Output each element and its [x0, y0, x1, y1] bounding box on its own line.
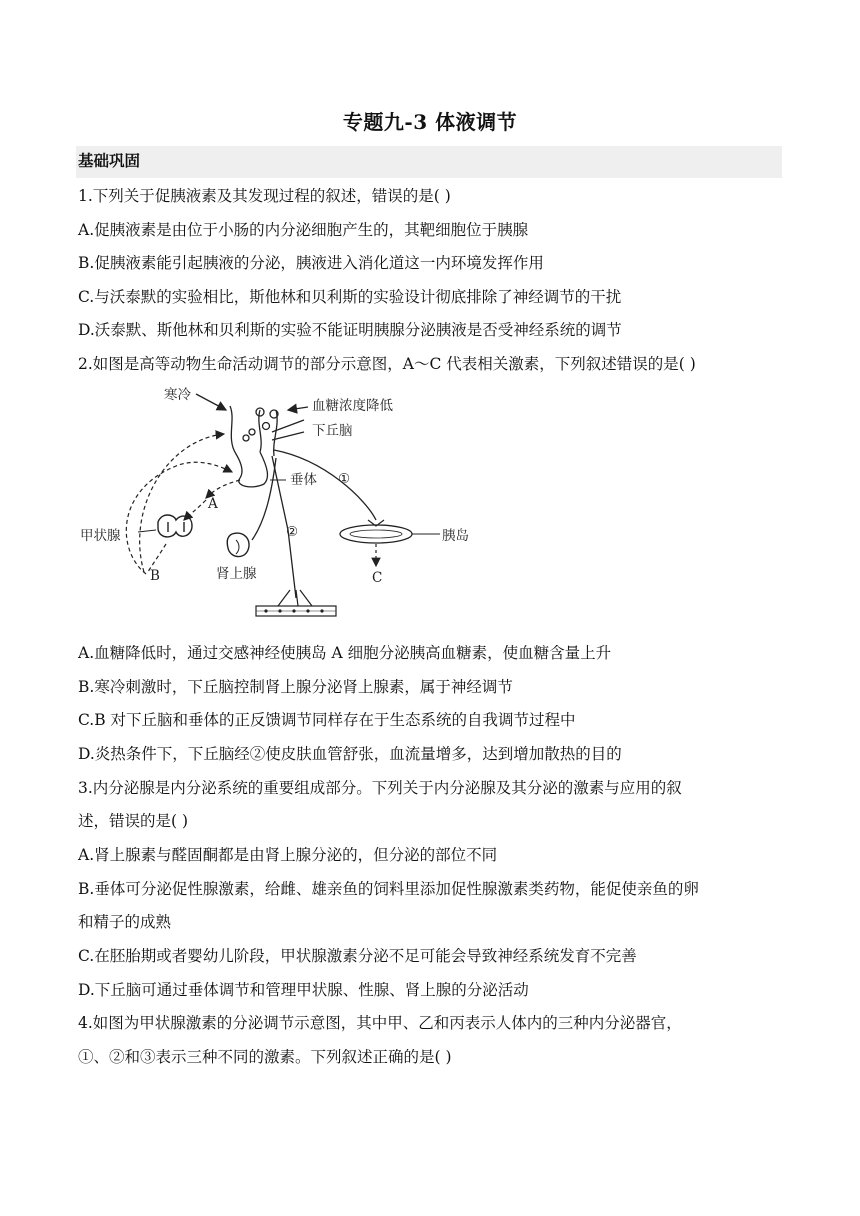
q3-option-d: D.下丘脑可通过垂体调节和管理甲状腺、性腺、肾上腺的分泌活动 — [78, 981, 529, 999]
q3-option-c: C.在胚胎期或者婴幼儿阶段，甲状腺激素分泌不足可能会导致神经系统发育不完善 — [78, 947, 637, 965]
cold-arrow — [196, 394, 226, 410]
label-thyroid: 甲状腺 — [80, 528, 121, 544]
label-glucose-low: 血糖浓度降低 — [312, 398, 393, 414]
islet-organ — [340, 520, 440, 566]
page-title: 专题九-3 体液调节 — [342, 110, 518, 134]
label-hypothalamus: 下丘脑 — [312, 423, 353, 439]
label-hormone-a: A — [208, 496, 218, 512]
regulation-diagram — [76, 380, 496, 630]
blood-vessel — [256, 606, 336, 616]
q1-option-a: A.促胰液素是由位于小肠的内分泌细胞产生的，其靶细胞位于胰腺 — [78, 221, 529, 239]
section-header — [76, 146, 782, 178]
label-cold: 寒冷 — [164, 387, 191, 403]
q3-option-b-line2: 和精子的成熟 — [78, 913, 172, 931]
adrenal-organ — [227, 533, 249, 556]
q1-option-c: C.与沃泰默的实验相比，斯他林和贝利斯的实验设计彻底排除了神经调节的干扰 — [78, 288, 622, 306]
q3-option-a: A.肾上腺素与醛固酮都是由肾上腺分泌的，但分泌的部位不同 — [78, 846, 498, 864]
label-adrenal: 肾上腺 — [216, 566, 257, 582]
label-path-2: ② — [286, 524, 299, 540]
q1-stem: 1.下列关于促胰液素及其发现过程的叙述，错误的是( ) — [78, 187, 451, 205]
q4-stem-line2: ①、②和③表示三种不同的激素。下列叙述正确的是( ) — [78, 1048, 452, 1066]
q2-option-d: D.炎热条件下，下丘脑经②使皮肤血管舒张，血流量增多，达到增加散热的目的 — [78, 745, 622, 763]
q3-stem-line2: 述，错误的是( ) — [78, 812, 189, 830]
section-title: 基础巩固 — [78, 151, 141, 170]
label-hormone-b: B — [150, 568, 160, 584]
glucose-arrow — [288, 407, 308, 410]
q1-option-b: B.促胰液素能引起胰液的分泌，胰液进入消化道这一内环境发挥作用 — [78, 254, 544, 272]
q1-option-d: D.沃泰默、斯他林和贝利斯的实验不能证明胰腺分泌胰液是否受神经系统的调节 — [78, 321, 622, 339]
q2-option-b: B.寒冷刺激时，下丘脑控制肾上腺分泌肾上腺素，属于神经调节 — [78, 678, 513, 696]
q2-option-c: C.B 对下丘脑和垂体的正反馈调节同样存在于生态系统的自我调节过程中 — [78, 711, 576, 729]
thyroid-organ — [138, 515, 192, 537]
q3-option-b-line1: B.垂体可分泌促性腺激素，给雌、雄亲鱼的饲料里添加促性腺激素类药物，能促使亲鱼的卵 — [78, 880, 699, 898]
label-hormone-c: C — [372, 570, 383, 586]
q4-stem-line1: 4.如图为甲状腺激素的分泌调节示意图，其中甲、乙和丙表示人体内的三种内分泌器官， — [78, 1014, 682, 1032]
label-pituitary: 垂体 — [290, 472, 317, 488]
label-islet: 胰岛 — [442, 528, 469, 544]
label-path-1: ① — [338, 471, 351, 487]
q2-option-a: A.血糖降低时，通过交感神经使胰岛 A 细胞分泌胰高血糖素，使血糖含量上升 — [78, 644, 612, 662]
hormone-arrows — [126, 434, 240, 574]
q2-stem: 2.如图是高等动物生命活动调节的部分示意图，A～C 代表相关激素，下列叙述错误的是( ) — [78, 355, 696, 373]
q3-stem-line1: 3.内分泌腺是内分泌系统的重要组成部分。下列关于内分泌腺及其分泌的激素与应用的叙 — [78, 779, 682, 797]
